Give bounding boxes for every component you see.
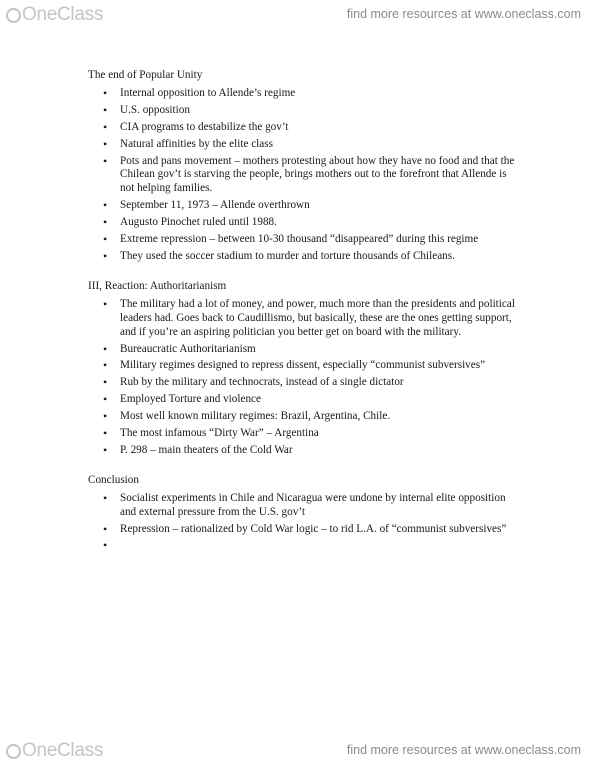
list-item: • Military regimes designed to repress dissent, especially “communist subversives”: [88, 359, 518, 373]
list-item: • The most infamous “Dirty War” – Argentina: [88, 427, 518, 441]
header-bar: [0, 4, 595, 28]
bullet-list: [88, 298, 518, 458]
list-item: • Augusto Pinochet ruled until 1988.: [88, 216, 518, 230]
oneclass-logo[interactable]: [6, 4, 103, 26]
list-item: • Bureaucratic Authoritarianism: [88, 343, 518, 357]
list-item: • Pots and pans movement – mothers protesting about how they have no food and that the Chilean gov’t is starving the people, brings mothers out to the forefront that Allende is not helping families.: [88, 155, 518, 197]
section-popular-unity: [88, 69, 518, 264]
list-item: • Extreme repression – between 10-30 thousand “disappeared” during this regime: [88, 233, 518, 247]
list-item: • CIA programs to destabilize the gov’t: [88, 121, 518, 135]
logo-circle-icon: [6, 744, 21, 759]
list-item: • U.S. opposition: [88, 104, 518, 118]
section-title: Conclusion: [88, 473, 139, 486]
logo-text: OneClass: [22, 4, 104, 25]
bullet-list: [88, 492, 518, 554]
section-conclusion: [88, 474, 518, 554]
list-item: • Socialist experiments in Chile and Nicaragua were undone by internal elite opposition and external pressure from the U.S. gov’t: [88, 492, 518, 520]
logo-circle-icon: [6, 8, 21, 23]
section-title: The end of Popular Unity: [88, 69, 203, 81]
section-authoritarianism: [88, 280, 518, 458]
footer-tagline[interactable]: find more resources at www.oneclass.com: [346, 743, 581, 757]
oneclass-logo-footer[interactable]: [6, 740, 103, 762]
bullet-list: [88, 87, 518, 264]
header-tagline[interactable]: find more resources at www.oneclass.com: [346, 7, 581, 21]
list-item: • Rub by the military and technocrats, instead of a single dictator: [88, 376, 518, 390]
list-item: • September 11, 1973 – Allende overthrown: [88, 199, 518, 213]
section-title: III, Reaction: Authoritarianism: [88, 279, 227, 292]
list-item: • They used the soccer stadium to murder and torture thousands of Chileans.: [88, 250, 518, 264]
list-item: • Repression – rationalized by Cold War logic – to rid L.A. of “communist subversives”: [88, 523, 518, 537]
list-item: • Internal opposition to Allende’s regime: [88, 87, 518, 101]
list-item: • P. 298 – main theaters of the Cold War: [88, 444, 518, 458]
list-item: • Natural affinities by the elite class: [88, 138, 518, 152]
list-item: • Most well known military regimes: Brazil, Argentina, Chile.: [88, 410, 518, 424]
footer-bar: [0, 740, 595, 764]
list-item-empty: [88, 539, 518, 553]
list-item: • The military had a lot of money, and power, much more than the presidents and political leaders had. Goes back to Caudillismo, but basically, these are the ones getting support, and if you’re an aspiring politician you better get on board with the military.: [88, 298, 518, 340]
notes-content: [88, 69, 518, 569]
logo-text: OneClass: [22, 740, 104, 761]
list-item: • Employed Torture and violence: [88, 393, 518, 407]
